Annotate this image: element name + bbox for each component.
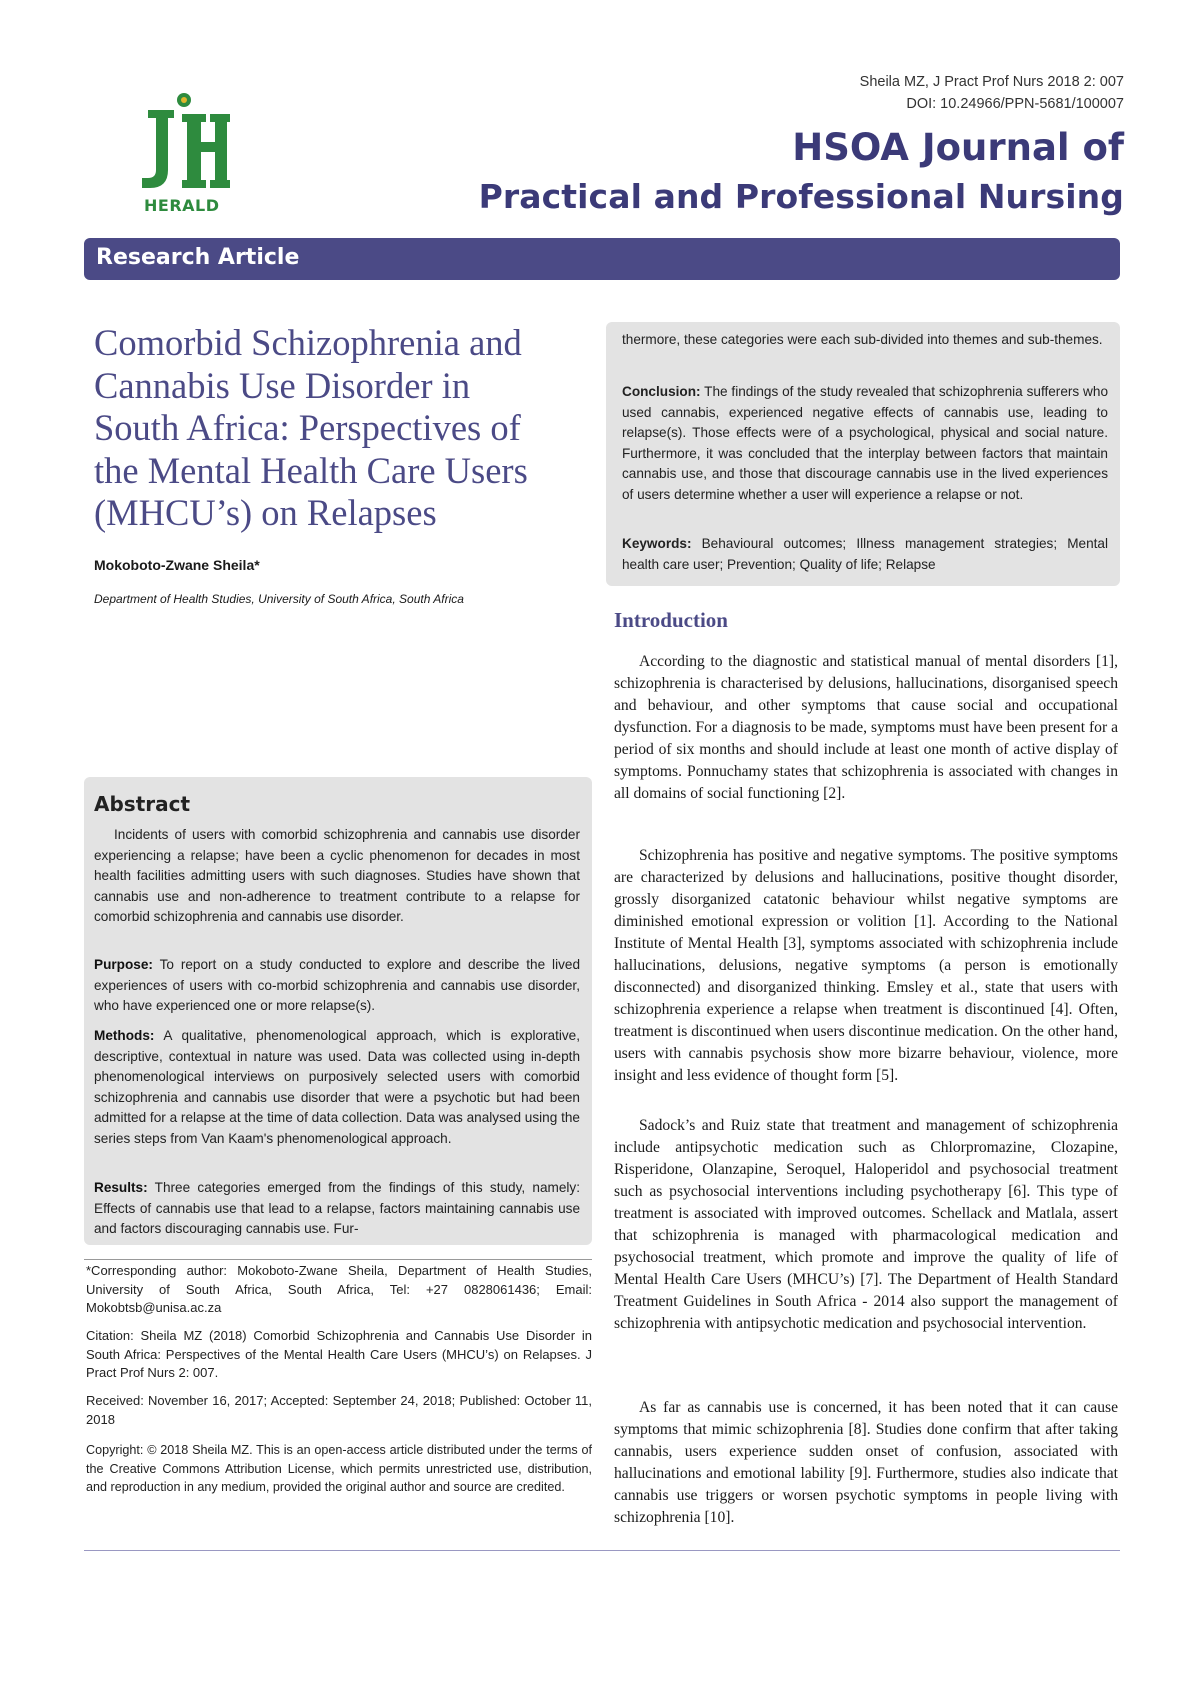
logo-text: HERALD	[144, 196, 220, 215]
journal-title-line1: HSOA Journal of	[792, 126, 1124, 169]
abstract-results-continued: thermore, these categories were each sub-divided into themes and sub-themes.	[622, 332, 1103, 347]
intro-paragraph-2: Schizophrenia has positive and negative symptoms. The positive symptoms are characterized by delusions and hallucinations, positive thought disorder, grossly disorganized catatonic behaviour whilst negative symptoms are diminished emotional expression or volition [1]. According to the National Institute of Mental Health [3], symptoms associated with schizophrenia include hallucinations, delusions, negative symptoms (a person is emotionally disconnected) and disorganized thinking. Emsley et al., state that users with schizophrenia experience a relapse when treatment is discontinued [4]. Often, treatment is discontinued when users discontinue medication. On the other hand, users with cannabis psychosis show more bizarre behaviour, violence, more insight and less evidence of thought form [5].	[614, 847, 1118, 1084]
purpose-label: Purpose:	[94, 957, 153, 972]
author-name: Mokoboto-Zwane Sheila*	[94, 557, 260, 573]
intro-paragraph-4: As far as cannabis use is concerned, it has been noted that it can cause symptoms that mimic schizophrenia [8]. Studies done confirm that after taking cannabis, users experience sudden onset of confusion, associated with hallucinations and emotional lability [9]. Furthermore, studies also indicate that cannabis use triggers or worsen psychotic symptoms in people living with schizophrenia [10].	[614, 1399, 1118, 1526]
abstract-intro: Incidents of users with comorbid schizophrenia and cannabis use disorder experiencing a relapse; have been a cyclic phenomenon for decades in most health facilities admitting users with such diagnoses. Studies have shown that cannabis use and non-adherence to treatment contribute to a relapse for comorbid schizophrenia and cannabis use disorder.	[94, 827, 580, 924]
author-affiliation: Department of Health Studies, University of South Africa, South Africa	[94, 592, 464, 606]
results-text: Three categories emerged from the findings of this study, namely: Effects of cannabis use that lead to a relapse, factors maintaining cannabis use and factors discouraging cannabis use. Fur-	[94, 1180, 580, 1236]
herald-logo-icon	[138, 92, 230, 202]
article-type-banner	[84, 238, 1120, 280]
intro-paragraph-1: According to the diagnostic and statistical manual of mental disorders [1], schizophrenia is characterised by delusions, hallucinations, disorganised speech and behaviour, and other symptoms that cause social and occupational dysfunction. For a diagnosis to be made, symptoms must have been present for a period of six months and should include at least one month of active display of symptoms. Ponnuchamy states that schizophrenia is associated with changes in all domains of social functioning [2].	[614, 653, 1118, 802]
footnote-divider	[84, 1259, 592, 1260]
conclusion-text: The findings of the study revealed that schizophrenia sufferers who used cannabis, experienced negative effects of cannabis use, leading to relapse(s). Those effects were of a psychological, physical and social nature. Furthermore, it was concluded that the interplay between factors that maintain cannabis use, and those that discourage cannabis use in the lived experiences of users determine whether a user will experience a relapse or not.	[622, 384, 1108, 502]
intro-paragraph-3: Sadock’s and Ruiz state that treatment and management of schizophrenia include antipsychotic medication such as Chlorpromazine, Clozapine, Risperidone, Olanzapine, Seroquel, Haloperidol and psychosocial treatment such as psychosocial interventions including psychotherapy [6]. This type of treatment is associated with improved outcomes. Schellack and Matlala, assert that schizophrenia is managed with pharmacological medication and psychosocial treatment, which promote and improve the quality of life of Mental Health Care Users (MHCU’s) [7]. The Department of Health Standard Treatment Guidelines in South Africa - 2014 also support the management of schizophrenia with antipsychotic medication and psychosocial intervention.	[614, 1117, 1118, 1332]
article-type-label: Research Article	[96, 245, 300, 270]
doi-line: DOI: 10.24966/PPN-5681/100007	[906, 96, 1124, 112]
abstract-purpose	[94, 955, 580, 1017]
abstract-conclusion	[622, 382, 1108, 505]
page-bottom-divider	[84, 1550, 1120, 1551]
journal-title	[479, 125, 1124, 223]
conclusion-label: Conclusion:	[622, 384, 701, 399]
citation-header	[860, 71, 1124, 115]
journal-title-line2: Practical and Professional Nursing	[478, 177, 1124, 216]
dates-note: Received: November 16, 2017; Accepted: September 24, 2018; Published: October 11, 2018	[86, 1393, 592, 1427]
keywords-text: Behavioural outcomes; Illness management strategies; Mental health care user; Prevention; Quality of life; Relapse	[622, 536, 1109, 572]
paper-title: Comorbid Schizophrenia and Cannabis Use Disorder in South Africa: Perspectives of the Mental Health Care Users (MHCU’s) on Relapses	[94, 322, 528, 533]
citation-line: Sheila MZ, J Pract Prof Nurs 2018 2: 007	[859, 74, 1124, 90]
corresponding-author-note: *Corresponding author: Mokoboto-Zwane Sheila, Department of Health Studies, University of South Africa, South Africa, Tel: +27 0828061436; Email: Mokobtsb@unisa.ac.za	[86, 1263, 592, 1315]
methods-text: A qualitative, phenomenological approach, which is explorative, descriptive, contextual in nature was used. Data was collected using in-depth phenomenological interviews on purposively selected users with comorbid schizophrenia and cannabis use disorder that were a psychotic but had been admitted for a relapse at the time of data collection. Data was analysed using the series steps from Van Kaam's phenomenological approach.	[94, 1028, 580, 1146]
abstract-heading: Abstract	[94, 792, 191, 816]
abstract-methods	[94, 1026, 580, 1149]
keywords-label: Keywords:	[622, 536, 692, 551]
citation-note: Citation: Sheila MZ (2018) Comorbid Schizophrenia and Cannabis Use Disorder in South Africa: Perspectives of the Mental Health Care Users (MHCU’s) on Relapses. J Pract Prof Nurs 2: 007.	[86, 1328, 592, 1380]
copyright-note: Copyright: © 2018 Sheila MZ. This is an open-access article distributed under the terms of the Creative Commons Attribution License, which permits unrestricted use, distribution, and reproduction in any medium, provided the original author and source are credited.	[86, 1443, 592, 1494]
methods-label: Methods:	[94, 1028, 155, 1043]
introduction-heading: Introduction	[614, 608, 728, 632]
abstract-keywords	[622, 534, 1108, 575]
abstract-results	[94, 1178, 580, 1240]
purpose-text: To report on a study conducted to explore and describe the lived experiences of users with co-morbid schizophrenia and cannabis use disorder, who have experienced one or more relapse(s).	[94, 957, 581, 1013]
results-label: Results:	[94, 1180, 148, 1195]
